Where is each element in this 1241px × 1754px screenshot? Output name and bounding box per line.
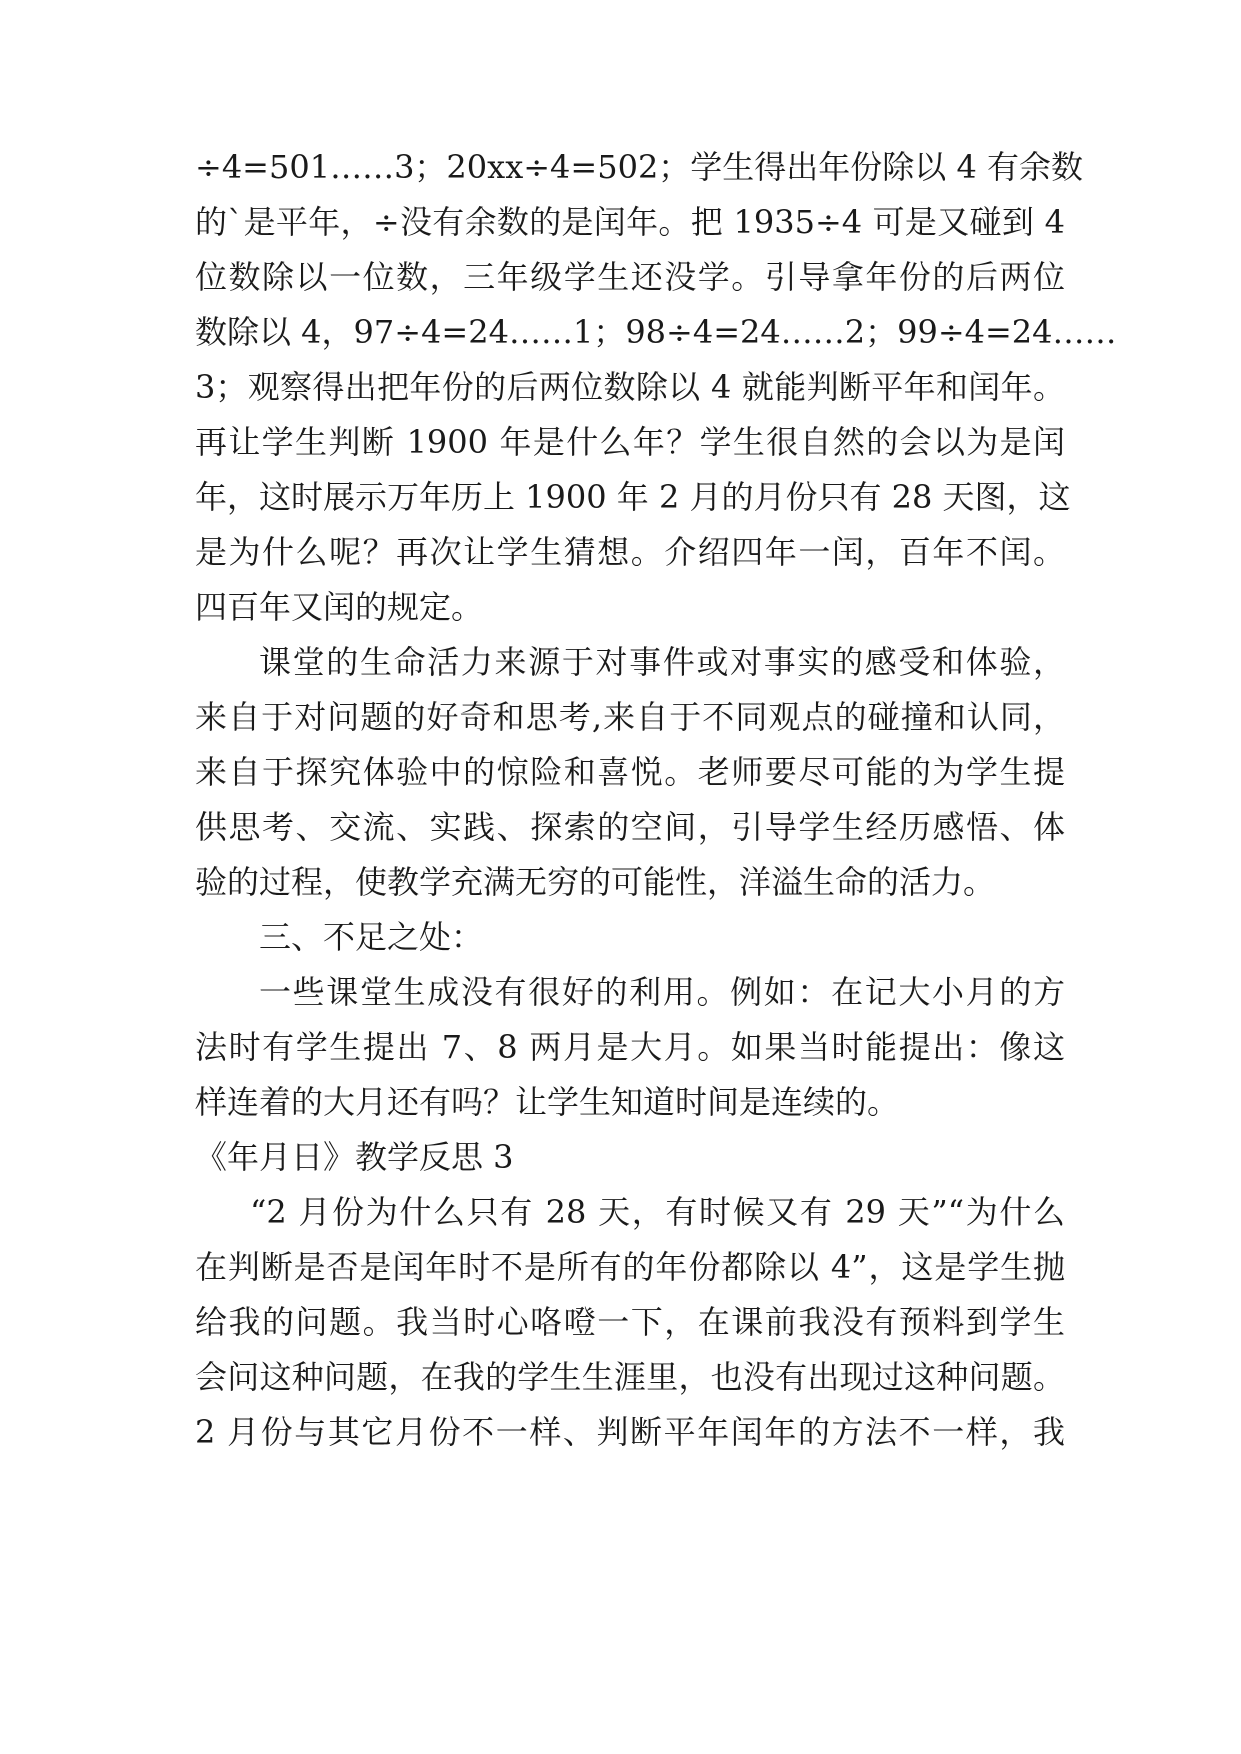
- text-line: 来自于对问题的好奇和思考,来自于不同观点的碰撞和认同，: [195, 698, 1065, 736]
- paragraph-first-line: 课堂的生命活力来源于对事件或对事实的感受和体验，: [259, 643, 1065, 681]
- text-line: 给我的问题。我当时心咯噔一下，在课前我没有预料到学生: [195, 1303, 1065, 1341]
- text-line: 年，这时展示万年历上 1900 年 2 月的月份只有 28 天图，这: [195, 478, 1071, 516]
- text-line: 位数除以一位数，三年级学生还没学。引导拿年份的后两位: [195, 258, 1065, 296]
- document-title: 《年月日》教学反思 3: [195, 1138, 514, 1176]
- text-line: 会问这种问题，在我的学生生涯里，也没有出现过这种问题。: [195, 1358, 1065, 1396]
- paragraph-first-line: 一些课堂生成没有很好的利用。例如：在记大小月的方: [259, 973, 1065, 1011]
- text-line: 的`是平年，÷没有余数的是闰年。把 1935÷4 可是又碰到 4: [195, 203, 1065, 241]
- text-line: 供思考、交流、实践、探索的空间，引导学生经历感悟、体: [195, 808, 1065, 846]
- text-line: 是为什么呢？再次让学生猜想。介绍四年一闰，百年不闰。: [195, 533, 1065, 571]
- text-line: 法时有学生提出 7、8 两月是大月。如果当时能提出：像这: [195, 1028, 1065, 1066]
- text-line: 样连着的大月还有吗？让学生知道时间是连续的。: [195, 1083, 900, 1121]
- text-line: ÷4=501……3；20xx÷4=502；学生得出年份除以 4 有余数: [195, 148, 1084, 186]
- text-line: 在判断是否是闰年时不是所有的年份都除以 4”，这是学生抛: [195, 1248, 1065, 1286]
- text-line: 四百年又闰的规定。: [195, 588, 484, 626]
- paragraph-first-line: “2 月份为什么只有 28 天，有时候又有 29 天”“为什么: [250, 1193, 1065, 1231]
- text-line: 验的过程，使教学充满无穷的可能性，洋溢生命的活力。: [195, 863, 996, 901]
- text-line: 3；观察得出把年份的后两位数除以 4 就能判断平年和闰年。: [195, 368, 1065, 406]
- section-heading: 三、不足之处：: [259, 918, 484, 956]
- text-line: 2 月份与其它月份不一样、判断平年闰年的方法不一样，我: [195, 1413, 1065, 1451]
- text-line: 来自于探究体验中的惊险和喜悦。老师要尽可能的为学生提: [195, 753, 1065, 791]
- text-line: 再让学生判断 1900 年是什么年？学生很自然的会以为是闰: [195, 423, 1065, 461]
- text-line: 数除以 4，97÷4=24……1；98÷4=24……2；99÷4=24……: [195, 313, 1117, 351]
